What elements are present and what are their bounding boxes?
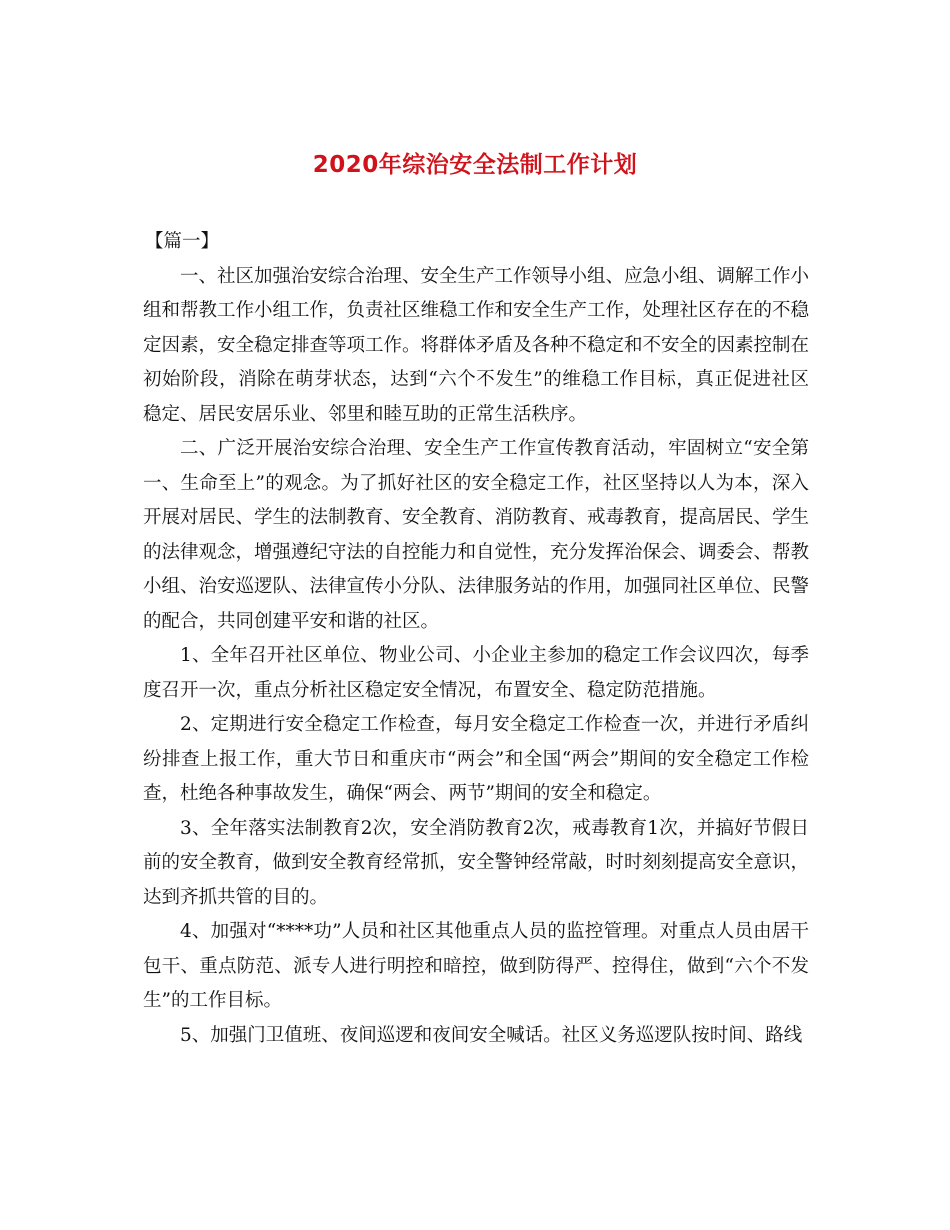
paragraph-5: 3、全年落实法制教育2次，安全消防教育2次，戒毒教育1次，并搞好节假日前的安全教育，做到安全教育经常抓，安全警钟经常敲，时时刻刻提高安全意识，达到齐抓共管的目的。 <box>143 817 810 908</box>
paragraph-2: 二、广泛开展治安综合治理、安全生产工作宣传教育活动，牢固树立“安全第一、生命至上”的观念。为了抓好社区的安全稳定工作，社区坚持以人为本，深入开展对居民、学生的法制教育、安全教育、消防教育、戒毒教育，提高居民、学生的法律观念，增强遵纪守法的自控能力和自觉性，充分发挥治保会、调委会、帮教小组、治安巡逻队、法律宣传小分队、法律服务站的作用，加强同社区单位、民警的配合，共同创建平安和谐的社区。 <box>143 438 810 632</box>
paragraph-7: 5、加强门卫值班、夜间巡逻和夜间安全喊话。社区义务巡逻队按时间、路线 <box>180 1024 803 1046</box>
document-title: 2020年综治安全法制工作计划 <box>312 152 638 178</box>
paragraph-4: 2、定期进行安全稳定工作检查，每月安全稳定工作检查一次，并进行矛盾纠纷排查上报工作，重大节日和重庆市“两会”和全国“两会”期间的安全稳定工作检查，杜绝各种事故发生，确保“两会、两节”期间的安全和稳定。 <box>143 714 809 804</box>
paragraph-3: 1、全年召开社区单位、物业公司、小企业主参加的稳定工作会议四次，每季度召开一次，重点分析社区稳定安全情况，布置安全、稳定防范措施。 <box>143 645 809 701</box>
section-heading: 【篇一】 <box>145 231 220 252</box>
document-body <box>143 225 809 1053</box>
paragraph-6: 4、加强对“****功”人员和社区其他重点人员的监控管理。对重点人员由居干包干、重点防范、派专人进行明控和暗控，做到防得严、控得住，做到“六个不发生”的工作目标。 <box>143 921 809 1011</box>
paragraph-1: 一、社区加强治安综合治理、安全生产工作领导小组、应急小组、调解工作小组和帮教工作小组工作，负责社区维稳工作和安全生产工作，处理社区存在的不稳定因素，安全稳定排查等项工作。将群体矛盾及各种不稳定和不安全的因素控制在初始阶段，消除在萌芽状态，达到“六个不发生”的维稳工作目标，真正促进社区稳定、居民安居乐业、邻里和睦互助的正常生活秩序。 <box>143 265 810 425</box>
